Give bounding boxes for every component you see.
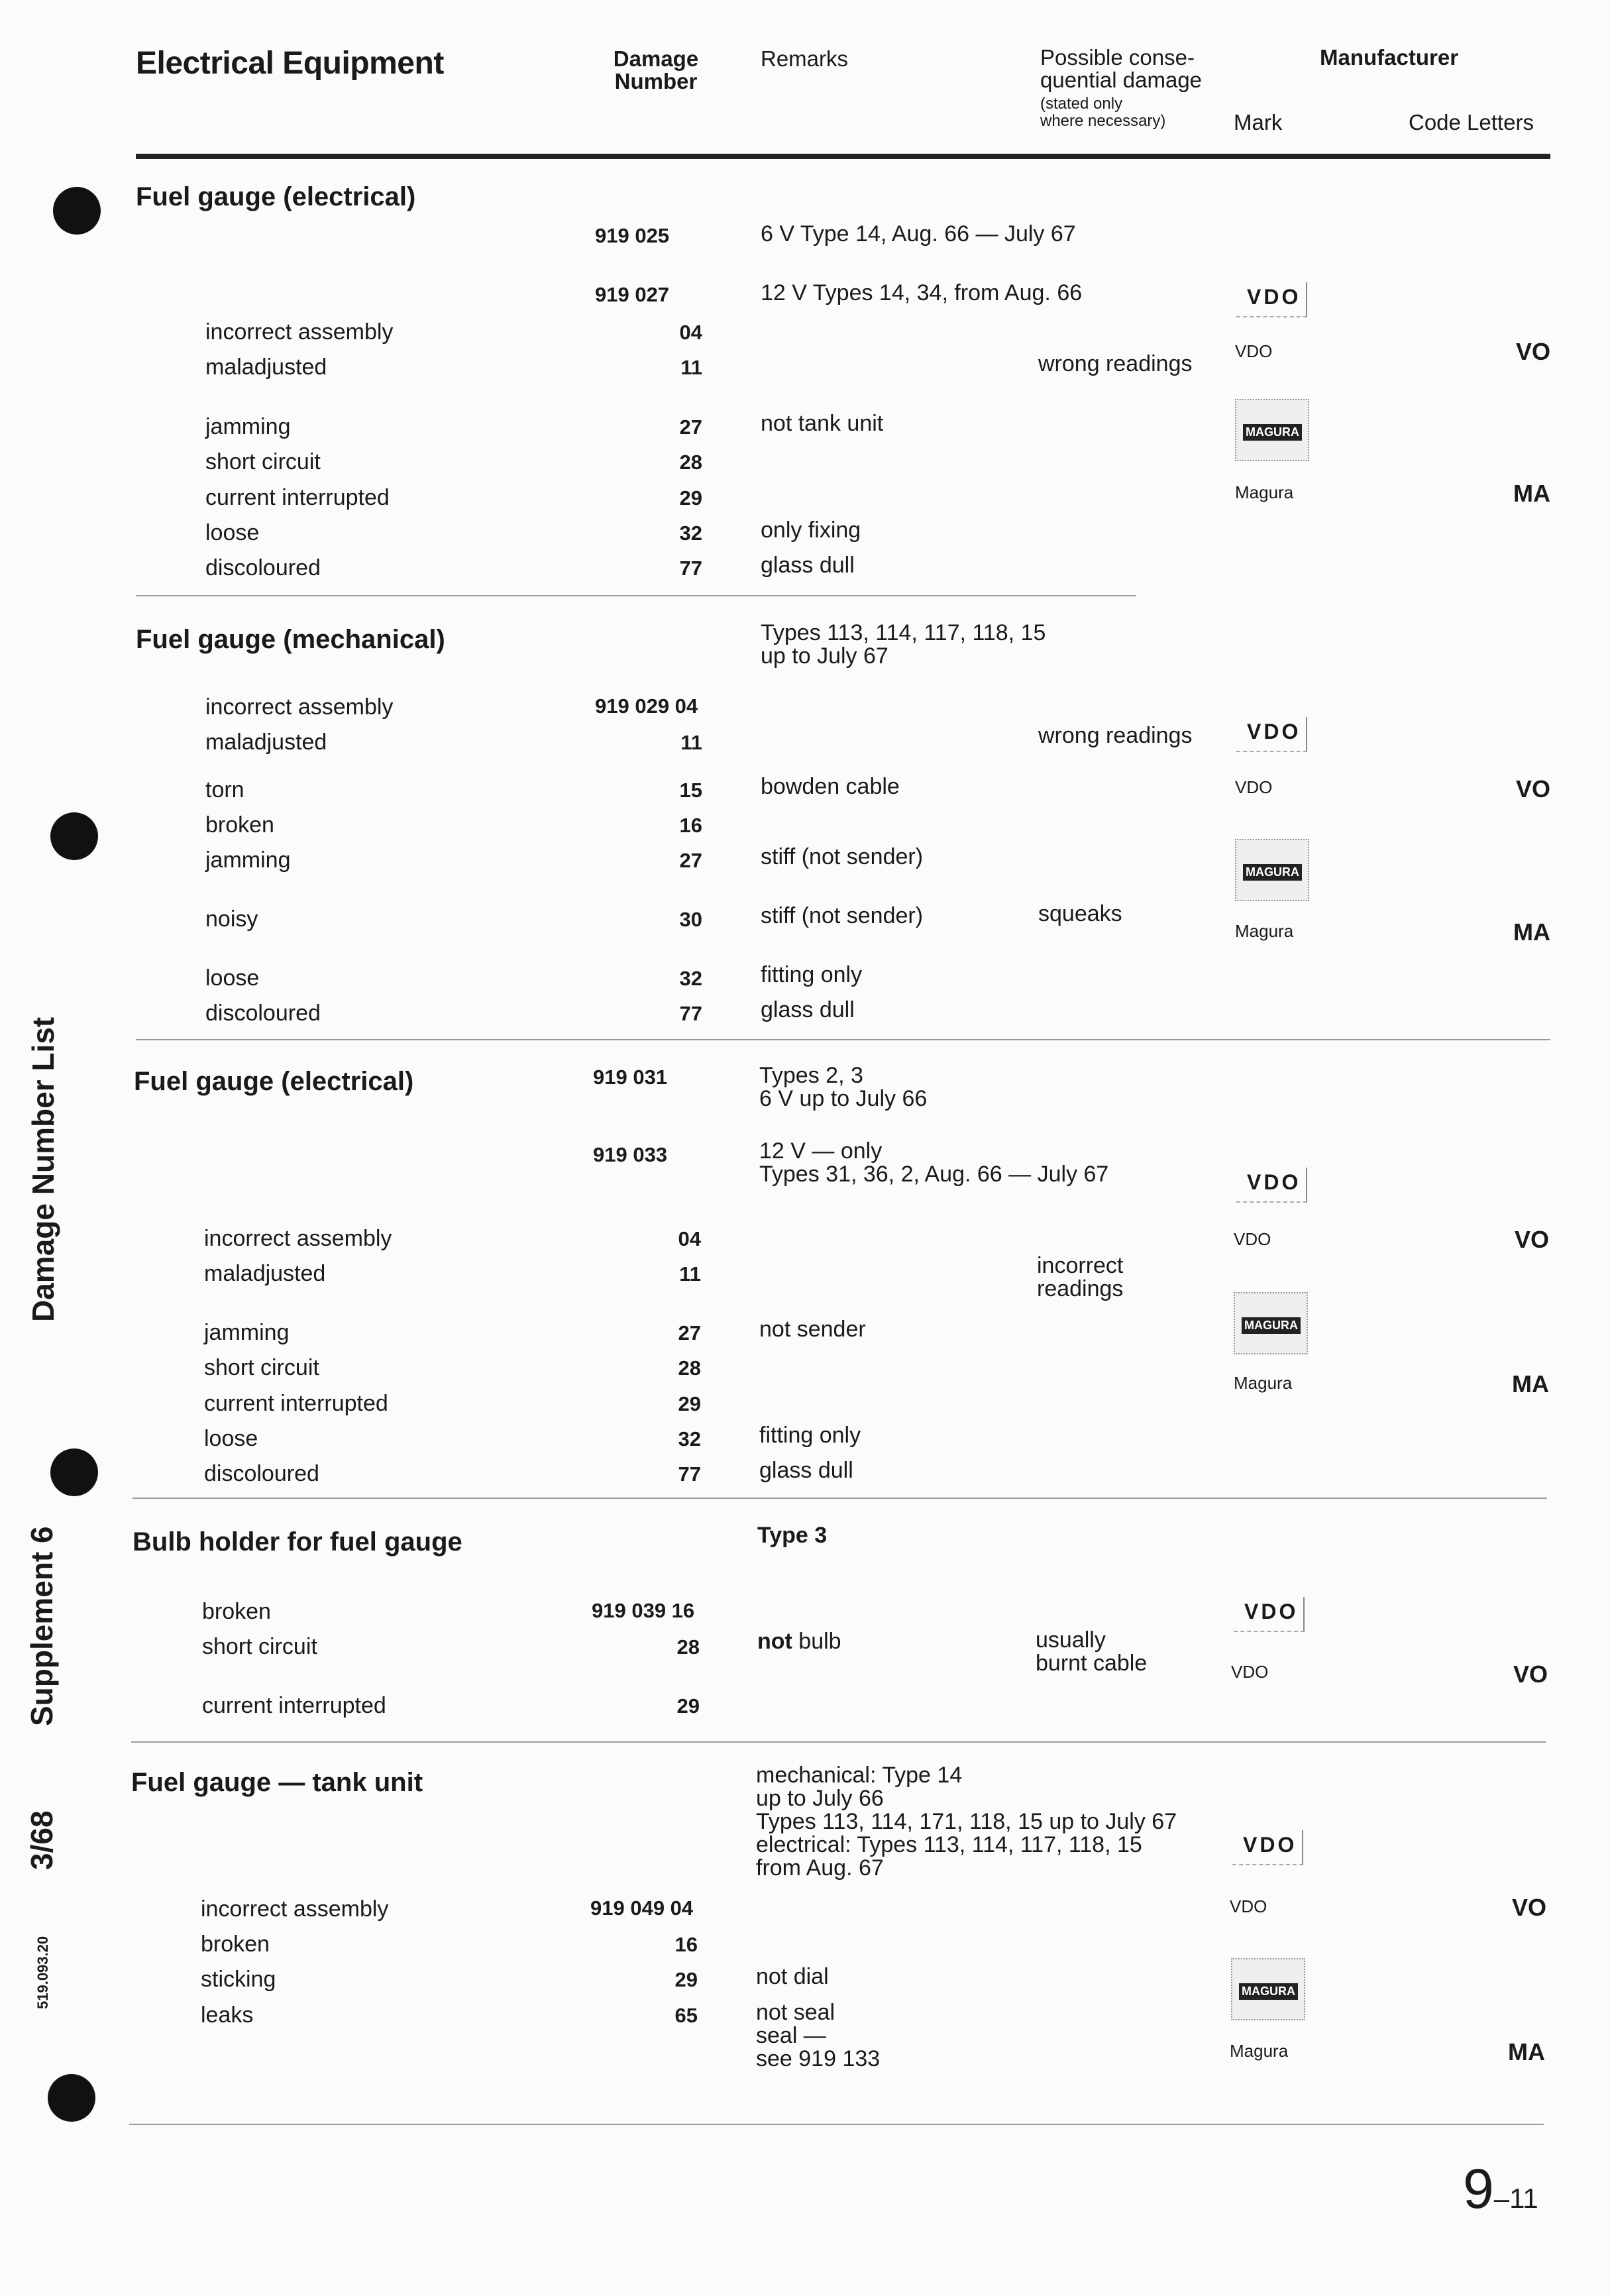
remark: Type 3 [757,1523,828,1548]
damage-number: 11 [679,1262,701,1285]
col-damage-header [610,48,702,93]
magura-logo-icon [1235,399,1309,461]
mark-caption: VDO [1231,1662,1269,1682]
sidebar-list-title: Damage Number List [26,1016,60,1322]
remark: 12 V — only [759,1138,883,1164]
mark-caption: Magura [1230,2041,1289,2061]
remark: stiff (not sender) [761,903,924,928]
page-number-sub: –11 [1493,2183,1538,2214]
remark: up to July 67 [761,643,888,669]
damage-number: 11 [680,731,702,754]
mark-caption: Magura [1234,1373,1293,1393]
remark: glass dull [759,1458,853,1483]
remark: not sender [759,1317,866,1342]
section-title: Bulb holder for fuel gauge [133,1527,462,1557]
damage-number: 29 [678,1392,701,1415]
col-conseq-line3: (stated only [1040,95,1123,113]
damage-label: jamming [204,1320,290,1345]
damage-number: 04 [679,321,702,344]
vdo-logo-icon: VDO [1232,1830,1303,1865]
damage-label: jamming [205,847,291,873]
col-conseq-line1: Possible conse- [1040,45,1195,70]
damage-number: 77 [679,557,702,580]
section-divider [136,1039,1550,1040]
remark-emphasis: not [757,1629,792,1654]
remark: fitting only [759,1423,861,1448]
remark: glass dull [761,997,855,1022]
damage-number: 29 [674,1968,698,1991]
sidebar-ref: 519.093.20 [34,1936,51,2009]
punch-hole [53,187,101,235]
damage-label: short circuit [202,1634,317,1659]
remark: mechanical: Type 14 [756,1763,963,1788]
section-divider [133,1498,1547,1499]
damage-number: 919 039 16 [592,1599,695,1622]
damage-number: 04 [678,1227,701,1250]
damage-label: incorrect assembly [204,1226,392,1251]
damage-label: broken [202,1599,271,1624]
damage-number: 27 [679,849,702,872]
sidebar-date: 3/68 [25,1810,59,1870]
section-title: Fuel gauge (electrical) [136,182,416,211]
damage-label: broken [201,1932,270,1957]
remark [757,1630,841,1653]
magura-logo-text: MAGURA [1242,1317,1301,1334]
remark: stiff (not sender) [761,844,924,869]
damage-label: noisy [205,906,258,932]
damage-label: maladjusted [205,730,327,755]
code-letters: VO [1514,1226,1549,1253]
remark: Types 113, 114, 171, 118, 15 up to July 67 [756,1809,1177,1834]
punch-hole [50,1449,98,1496]
magura-logo-text: MAGURA [1243,424,1302,441]
remark: 12 V Types 14, 34, from Aug. 66 [761,280,1083,305]
part-number: 919 031 [593,1066,668,1089]
punch-hole [50,812,98,860]
section-divider [136,595,1136,596]
damage-number: 32 [679,967,702,990]
damage-label: loose [204,1426,258,1451]
remark: Types 113, 114, 117, 118, 15 [761,620,1046,645]
mark-caption: VDO [1230,1896,1267,1916]
damage-label: torn [205,777,244,802]
remark: not seal [756,2000,835,2025]
remark: see 919 133 [756,2046,881,2071]
mark-caption: VDO [1235,777,1273,797]
remark: Types 2, 3 [759,1063,863,1088]
damage-label: current interrupted [205,485,390,510]
remark: bowden cable [761,774,900,799]
vdo-logo-icon: VDO [1236,282,1307,317]
remark: not tank unit [761,411,884,436]
vdo-logo-icon: VDO [1236,717,1307,752]
col-remarks-header: Remarks [761,46,849,71]
consequential-damage: readings [1037,1276,1124,1301]
damage-label: current interrupted [204,1391,388,1416]
damage-label: discoloured [204,1461,319,1486]
mark-caption: VDO [1235,341,1273,361]
mark-caption: VDO [1234,1229,1271,1249]
vdo-logo-icon: VDO [1236,1168,1307,1203]
mark-caption: Magura [1235,482,1294,502]
code-letters: MA [1508,2038,1545,2065]
code-letters: MA [1512,1370,1549,1397]
damage-label: loose [205,965,260,991]
magura-logo-icon [1235,839,1309,901]
page-title: Electrical Equipment [136,46,444,81]
vdo-logo-icon: VDO [1234,1597,1305,1632]
damage-label: incorrect assembly [205,694,394,720]
magura-logo-text: MAGURA [1239,1983,1298,2000]
damage-number: 77 [678,1462,701,1486]
code-letters: VO [1511,1894,1546,1921]
remark: glass dull [761,553,855,578]
section-title: Fuel gauge (mechanical) [136,625,445,654]
damage-label: leaks [201,2002,254,2028]
part-number: 919 033 [593,1143,668,1166]
damage-label: loose [205,520,260,545]
damage-number: 29 [676,1694,700,1718]
code-letters: VO [1515,338,1550,365]
damage-label: broken [205,812,274,838]
col-mark-header: Mark [1234,110,1283,135]
col-code-header: Code Letters [1409,110,1534,135]
magura-logo-text: MAGURA [1243,864,1302,881]
col-damage-line2: Number [614,69,698,93]
damage-label: short circuit [204,1355,319,1380]
section-divider [129,2124,1544,2125]
damage-label: discoloured [205,555,321,580]
damage-label: sticking [201,1967,276,1992]
header-rule [136,154,1550,159]
consequential-damage: wrong readings [1038,723,1193,748]
damage-number: 11 [680,356,702,379]
col-conseq-header [1040,46,1202,130]
col-conseq-line2: quential damage [1040,68,1203,92]
damage-label: maladjusted [204,1261,326,1286]
damage-label: maladjusted [205,355,327,380]
damage-label: discoloured [205,1001,321,1026]
consequential-damage: wrong readings [1038,351,1193,376]
damage-number: 28 [678,1356,701,1380]
damage-number: 28 [679,451,702,474]
consequential-damage: squeaks [1038,901,1122,926]
section-title: Fuel gauge — tank unit [131,1768,423,1797]
damage-number: 15 [679,779,702,802]
code-letters: VO [1513,1661,1548,1688]
damage-number: 16 [674,1933,698,1956]
page-number-main: 9 [1463,2158,1494,2220]
remark: seal — [756,2023,826,2048]
sidebar-supplement: Supplement 6 [25,1526,59,1726]
part-number: 919 027 [595,283,670,306]
damage-number: 919 029 04 [595,694,698,718]
damage-label: jamming [205,414,291,439]
consequential-damage: incorrect [1037,1253,1124,1278]
code-letters: VO [1515,775,1550,802]
damage-number: 16 [679,814,702,837]
damage-label: current interrupted [202,1693,386,1718]
damage-number: 65 [674,2004,698,2027]
code-letters: MA [1513,918,1550,946]
remark: from Aug. 67 [756,1855,884,1881]
remark: electrical: Types 113, 114, 117, 118, 15 [756,1832,1142,1857]
magura-logo-icon [1231,1958,1305,2020]
damage-number: 29 [679,486,702,510]
mark-caption: Magura [1235,921,1294,941]
page-number [1463,2157,1538,2221]
col-manufacturer-header: Manufacturer [1320,45,1459,70]
remark-text: bulb [792,1629,841,1654]
damage-number: 77 [679,1002,702,1025]
remark: only fixing [761,518,861,543]
damage-number: 32 [678,1427,701,1450]
punch-hole [48,2074,95,2122]
magura-logo-icon [1234,1292,1308,1354]
remark: 6 V up to July 66 [759,1086,928,1111]
col-conseq-line4: where necessary) [1040,112,1166,130]
damage-number: 919 049 04 [590,1896,694,1920]
damage-number: 32 [679,521,702,545]
damage-label: incorrect assembly [201,1896,389,1922]
damage-number: 30 [679,908,702,931]
remark: up to July 66 [756,1786,884,1811]
code-letters: MA [1513,480,1550,507]
col-damage-line1: Damage [613,46,699,71]
damage-number: 27 [678,1321,701,1344]
damage-number: 27 [679,415,702,439]
remark: 6 V Type 14, Aug. 66 — July 67 [761,221,1076,246]
consequential-damage: usually [1036,1627,1106,1653]
part-number: 919 025 [595,224,670,247]
damage-label: incorrect assembly [205,319,394,345]
remark: fitting only [761,962,863,987]
damage-number: 28 [676,1635,700,1659]
consequential-damage: burnt cable [1036,1651,1148,1676]
section-title: Fuel gauge (electrical) [134,1067,414,1096]
section-divider [131,1741,1546,1743]
remark: Types 31, 36, 2, Aug. 66 — July 67 [759,1162,1109,1187]
damage-label: short circuit [205,449,321,474]
remark: not dial [756,1964,829,1989]
